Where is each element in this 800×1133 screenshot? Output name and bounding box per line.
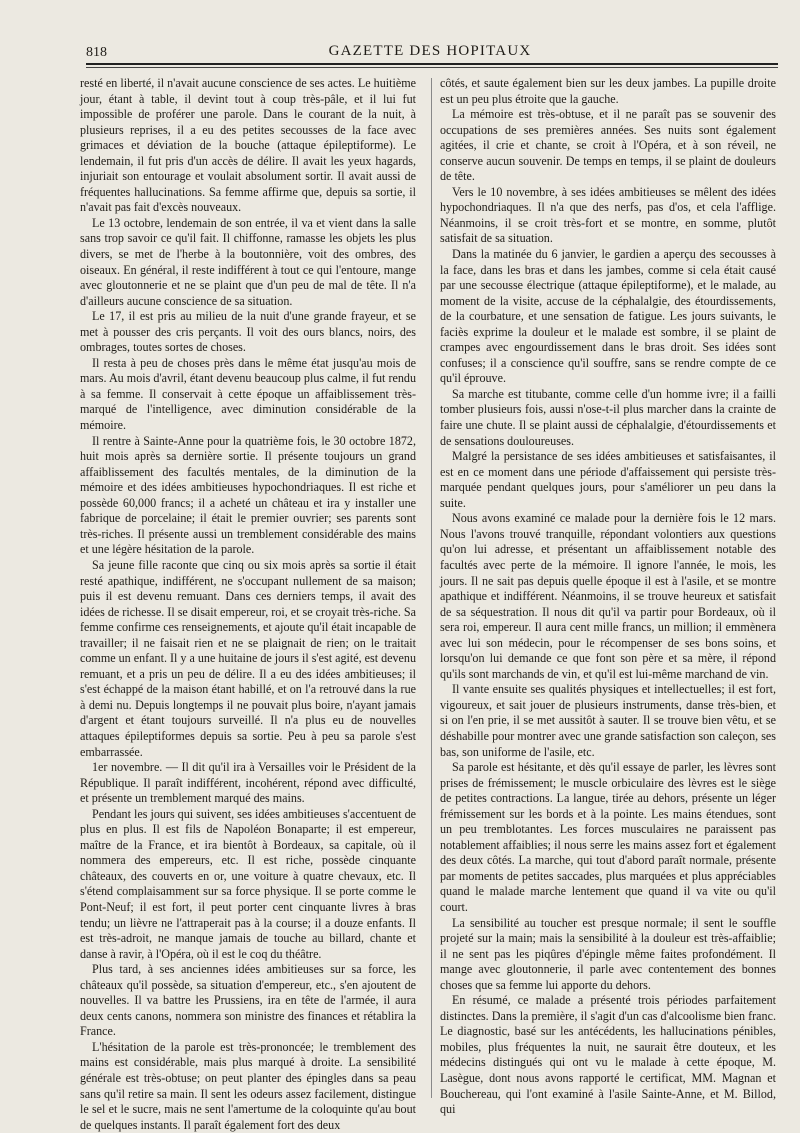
page-number: 818: [86, 45, 107, 60]
paragraph: L'hésitation de la parole est très-prononcée; le tremblement des mains est considérable, mais plus marqué à droite. La sensibilité générale est très-obtuse; on peut planter des épingles dans sa peau sans qu'il retire sa main. Il sent les odeurs assez facilement, distingue le sel et le sucre, mais ne sent l'amertume de la coloquinte qu'au bout de quelques instants. Il paraît également fort des deux: [80, 1039, 416, 1132]
running-title: GAZETTE DES HOPITAUX: [328, 43, 532, 59]
left-column: [80, 76, 417, 1132]
header-rule-thin: [86, 67, 778, 68]
paragraph: Le 13 octobre, lendemain de son entrée, il va et vient dans la salle sans trop savoir ce qu'il fait. Il chiffonne, ramasse les objets les plus divers, se met de l'herbe à la boutonnière, voit des ombres, des oiseaux. En général, il reste indifférent à tout ce qui l'entoure, mange avec gloutonnerie et ne se plaint que d'un peu de mal de tête. Il n'a d'ailleurs aucune conscience de sa situation.: [80, 215, 416, 308]
paragraph: Sa parole est hésitante, et dès qu'il essaye de parler, les lèvres sont prises de frémissement; le muscle orbiculaire des lèvres est le siège de petites contractions. La langue, tirée au dehors, présente un léger frémissement sur les bords et à la pointe. Les mains étendues, sont un peu tremblotantes. Les forces musculaires ne paraissent pas notablement affaiblies; il nous serre les mains assez fort et également des deux côtés. La marche, qui tout d'abord paraît normale, présente par moments de petites saccades, plus marquées et plus appréciables quand le malade marche lentement que quand il va vite ou qu'il court.: [440, 760, 776, 914]
paragraph: Il rentre à Sainte-Anne pour la quatrième fois, le 30 octobre 1872, huit mois après sa dernière sortie. Il présente toujours un grand affaiblissement des facultés mentales, de la diminution de la mémoire et des idées ambitieuses hypochondriaques. Il est riche et possède 60,000 francs; il a acheté un château et ira y installer une fabrique de porcelaine; il était le premier ouvrier; ses parents sont très-riches. Il présente aussi un tremblement considérable des mains et une légère hésitation de la parole.: [80, 433, 416, 557]
column-divider: [431, 78, 432, 1098]
paragraph: 1er novembre. — Il dit qu'il ira à Versailles voir le Président de la République. Il paraît indifférent, incohérent, répond avec difficulté, et présente un tremblement marqué des mains.: [80, 760, 416, 806]
paragraph: La sensibilité au toucher est presque normale; il sent le souffle projeté sur la main; mais la sensibilité à la douleur est très-affaiblie; il ne sent pas les piqûres d'épingle même faites profondément. Il mange avec gloutonnerie, il parle avec contentement des bonnes choses que sa femme lui apporte du dehors.: [440, 915, 776, 992]
paragraph: Sa jeune fille raconte que cinq ou six mois après sa sortie il était resté apathique, indifférent, ne s'occupant nullement de sa maison; puis il est devenu remuant. Dans ces derniers temps, il avait des idées de richesse. Il se disait empereur, roi, et se croyait très-riche. Sa femme confirme ces renseignements, et ajoute qu'il était incapable de travailler; il ne faisait rien et ne se plaignait de rien; on le traitait comme un enfant. Il y a une huitaine de jours il s'est agité, est devenu remuant, et a pris un peu de délire. Il a eu des idées ambitieuses; il s'est échappé de la maison étant habillé, et on l'a retrouvé dans la rue à demi nu. Depuis longtemps il ne pouvait plus boire, n'ayant jamais d'argent et étant toujours surveillé. Il n'a plus eu de nouvelles attaques épileptiformes depuis sa sortie. Peu à peu sa parole s'est embarrassée.: [80, 557, 417, 759]
right-column: [440, 76, 776, 1117]
page-header: [86, 43, 774, 65]
paragraph: Malgré la persistance de ses idées ambitieuses et satisfaisantes, il est en ce moment dans une période d'affaissement qui persiste très-marquée pendant quelques jours, pour s'améliorer un peu dans la suite.: [440, 449, 776, 510]
paragraph: Il resta à peu de choses près dans le même état jusqu'au mois de mars. Au mois d'avril, étant devenu beaucoup plus calme, il fut rendu à sa femme. Il conservait à cette époque un affaiblissement très-marqué de l'intelligence, avec diminution considérable de la mémoire.: [80, 355, 416, 433]
header-rule: [86, 63, 778, 65]
paragraph: côtés, et saute également bien sur les deux jambes. La pupille droite est un peu plus étroite que la gauche.: [440, 76, 776, 106]
paragraph: Le 17, il est pris au milieu de la nuit d'une grande frayeur, et se met à pousser des cris perçants. Il voit des ours blancs, noirs, des ombrages, toutes sortes de choses.: [80, 309, 416, 355]
paragraph: Pendant les jours qui suivent, ses idées ambitieuses s'accentuent de plus en plus. Il est fils de Napoléon Bonaparte; il est empereur, maître de la France, et ira bientôt à Bordeaux, sa capitale, où il nommera des empereurs, etc. Il est riche, possède cinquante châteaux, des couverts en or, une voiture à quatre chevaux, etc. Il s'étend complaisamment sur sa force physique. Il se porte comme le Pont-Neuf; il est fort, il peut porter cent cinquante livres à bras tendu; un lièvre ne l'attraperait pas à la course; il a douze enfants. Il est très-adroit, ne manque jamais de touche au billard, chante et danse à ravir, à l'Opéra, où il est le coq du théâtre.: [80, 806, 416, 961]
paragraph: La mémoire est très-obtuse, et il ne paraît pas se souvenir des occupations de ses premières années. Ses nuits sont également agitées, il crie et chante, se croit à l'Opéra, et à son réveil, ne conserve aucun souvenir. De temps en temps, il se plaint de douleurs de tête.: [440, 107, 776, 184]
paragraph: Nous avons examiné ce malade pour la dernière fois le 12 mars. Nous l'avons trouvé tranquille, répondant volontiers aux questions qu'on lui adresse, et présentant un affaiblissement notable des facultés avec perte de la mémoire. Il ignore l'année, le mois, les jours. Il ne sait pas depuis quelle époque il est à l'asile, et se montre apathique et indifférent. Néanmoins, il se trouve heureux et satisfait de sa séquestration. Il nous dit qu'il va partir pour Bordeaux, où il sera roi, empereur. Il aura cent mille francs, un million; il emmènera avec lui son médecin, pour le récompenser de ses bons soins, et lorsqu'on lui demande ce que font son père et sa mère, il répond qu'ils sont marchands de vin, et qu'il est lui-même marchand de vin.: [440, 511, 776, 681]
paragraph: resté en liberté, il n'avait aucune conscience de ses actes. Le huitième jour, étant à table, il devint tout à coup très-pâle, et il lui fut impossible de proférer une parole. Dans le courant de la nuit, à plusieurs reprises, il a eu des petites secousses de la face avec grimaces et déviation de la bouche (attaque épileptiforme). Le lendemain, il fut pris d'un accès de délire. Il avait les yeux hagards, injuriait son entourage et voulait absolument sortir. Il avait aussi de fréquentes hallucinations. Sa femme affirme que, depuis sa sortie, il n'avait pas fait d'excès nouveaux.: [80, 76, 416, 215]
paragraph: Il vante ensuite ses qualités physiques et intellectuelles; il est fort, vigoureux, et sait jouer de plusieurs instruments, danse très-bien, et si on l'en prie, il se met aussitôt à sauter. Il se trouve bien vêtu, et se déshabille pour montrer avec une grande satisfaction son caleçon, ses bas, son uniforme de l'asile, etc.: [440, 682, 776, 759]
paragraph: Dans la matinée du 6 janvier, le gardien a aperçu des secousses à la face, dans les bras et dans les jambes, comme si cela était causé par une secousse électrique (attaque épileptiforme), et le malade, au moment de la visite, accuse de la céphalalgie, des étourdissements, de la courbature, et une sensation de fatigue. Les jours suivants, le faciès exprime la douleur et le malade est sombre, il se plaint de crampes avec engourdissement dans le bras droit. Ses idées sont confuses; il a conscience qu'il souffre, sans se rendre compte de ce qu'il éprouve.: [440, 247, 776, 386]
paragraph: Vers le 10 novembre, à ses idées ambitieuses se mêlent des idées hypochondriaques. Il n'a que des nerfs, pas d'os, et cela l'afflige. Néanmoins, il se croit très-fort et se montre, en somme, plutôt satisfait de sa situation.: [440, 184, 776, 246]
paragraph: En résumé, ce malade a présenté trois périodes parfaitement distinctes. Dans la première, il s'agit d'un cas d'alcoolisme bien franc. Le diagnostic, basé sur les antécédents, les hallucinations pénibles, mobiles, plus fréquentes la nuit, ne saurait être douteux, et les médecins distingués qui ont vu le malade à cette époque, M. Lasègue, dont nous avons rapporté le certificat, MM. Magnan et Bouchereau, qui l'ont examiné à l'asile Sainte-Anne, et M. Billod, qui: [440, 993, 776, 1117]
paragraph: Plus tard, à ses anciennes idées ambitieuses sur sa force, les châteaux qu'il possède, sa situation d'empereur, etc., s'en ajoutent de nouvelles. Il va battre les Prussiens, ira en tête de l'armée, il aura deux cents canons, nommera son ministre des finances et rétablira la France.: [80, 962, 416, 1039]
paragraph: Sa marche est titubante, comme celle d'un homme ivre; il a failli tomber plusieurs fois, aussi n'ose-t-il plus marcher dans la crainte de faire une chute. Il se plaint aussi de céphalalgie, d'étourdissements et de sensations douloureuses.: [440, 386, 776, 448]
